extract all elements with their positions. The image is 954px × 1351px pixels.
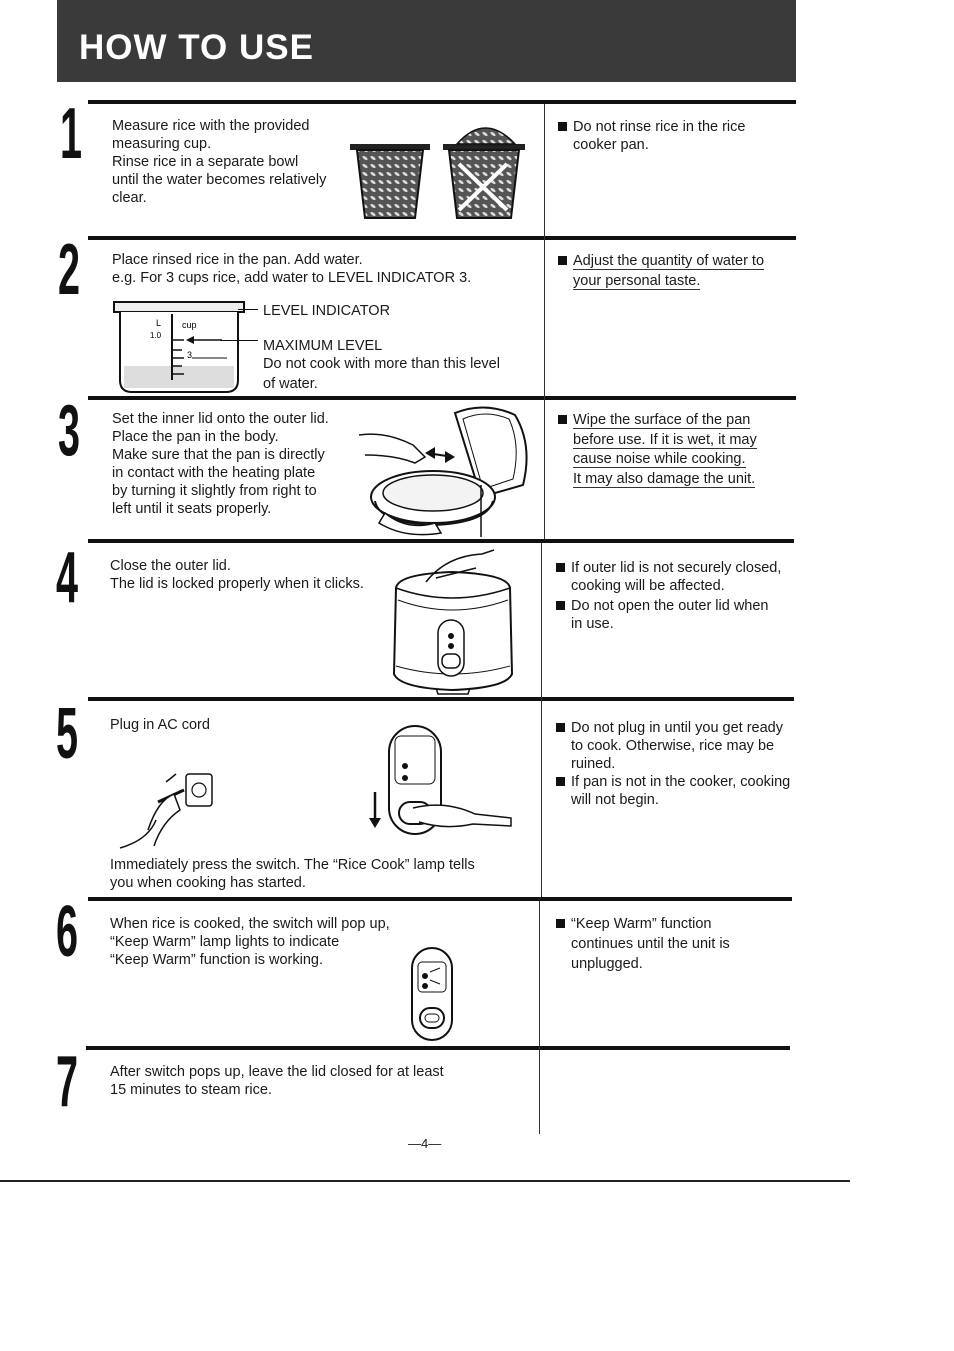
column-separator [539, 901, 540, 1134]
inner-pan-insertion-illustration [355, 405, 540, 537]
step-number: 3 [58, 391, 81, 471]
page-bottom-edge [0, 1180, 850, 1182]
bullet-icon [558, 415, 567, 424]
step-5-instructions: Plug in AC cord [110, 717, 210, 733]
step-5-instructions-after: Immediately press the switch. The “Rice Cook” lamp tells you when cooking has started. [110, 857, 475, 891]
step-2-instructions: Place rinsed rice in the pan. Add water. e.g. For 3 cups rice, add water to LEVEL INDICATOR 3. [112, 252, 472, 286]
step-6-instructions: When rice is cooked, the switch will pop up, “Keep Warm” lamp lights to indicate “Keep Warm” function is working. [110, 916, 390, 968]
step-2-note: Adjust the quantity of water to your personal taste. [558, 252, 764, 290]
divider [88, 897, 792, 901]
step-6-note: “Keep Warm” function continues until the unit is unplugged. [556, 914, 730, 974]
scale-1-0-label: 1.0 [150, 331, 162, 340]
step-number: 2 [58, 230, 81, 310]
water-level-diagram [112, 300, 262, 396]
step-1-instructions: Measure rice with the provided measuring cup. Rinse rice in a separate bowl until the water becomes relatively clear. [112, 118, 327, 206]
maximum-level-pointer [220, 340, 258, 341]
bullet-icon [556, 777, 565, 786]
step-number: 5 [56, 694, 79, 774]
bullet-icon [558, 256, 567, 265]
scale-3-label: 3 [187, 350, 193, 360]
divider [88, 236, 796, 240]
keep-warm-panel-illustration [408, 946, 456, 1042]
rice-cooker-closed-illustration [386, 548, 521, 696]
maximum-level-label: MAXIMUM LEVEL [263, 338, 383, 354]
maximum-level-desc: Do not cook with more than this level of water. [263, 356, 500, 392]
level-indicator-pointer [238, 309, 258, 310]
divider [88, 697, 794, 701]
step-number: 7 [56, 1042, 79, 1122]
column-separator [544, 104, 545, 539]
column-separator [541, 543, 542, 897]
divider [88, 396, 796, 400]
step-7-instructions: After switch pops up, leave the lid closed for at least 15 minutes to steam rice. [110, 1064, 444, 1098]
measuring-cup-illustration [345, 114, 530, 222]
bullet-icon [556, 919, 565, 928]
divider [88, 100, 796, 104]
step-4-notes: If outer lid is not securely closed, cooking will be affected. Do not open the outer lid when in use. [556, 559, 781, 633]
step-number: 4 [56, 538, 79, 618]
step-1-note: Do not rinse rice in the rice cooker pan. [558, 118, 745, 154]
scale-cup-label: cup [182, 320, 197, 330]
step-4-instructions: Close the outer lid. The lid is locked properly when it clicks. [110, 558, 364, 592]
step-number: 6 [56, 892, 79, 972]
bullet-icon [558, 122, 567, 131]
divider [86, 1046, 790, 1050]
step-3-instructions: Set the inner lid onto the outer lid. Place the pan in the body. Make sure that the pan is directly in contact with the heating plate by turning it slightly from right to left until it seats properly. [112, 411, 329, 517]
bullet-icon [556, 723, 565, 732]
page-number: —4— [408, 1136, 442, 1151]
scale-l-label: L [156, 318, 162, 328]
plug-in-cord-illustration [118, 770, 218, 850]
level-indicator-label: LEVEL INDICATOR [263, 303, 391, 319]
header-banner [57, 0, 796, 82]
divider [88, 539, 794, 543]
step-3-note: Wipe the surface of the pan before use. If it is wet, it may cause noise while cooking. It may also damage the unit. [558, 411, 757, 489]
step-number: 1 [60, 94, 83, 174]
bullet-icon [556, 601, 565, 610]
cook-switch-press-illustration [365, 722, 515, 840]
page-title: HOW TO USE [79, 28, 314, 67]
bullet-icon [556, 563, 565, 572]
step-5-notes: Do not plug in until you get ready to cook. Otherwise, rice may be ruined. If pan is not in the cooker, cooking will not begin. [556, 719, 790, 809]
